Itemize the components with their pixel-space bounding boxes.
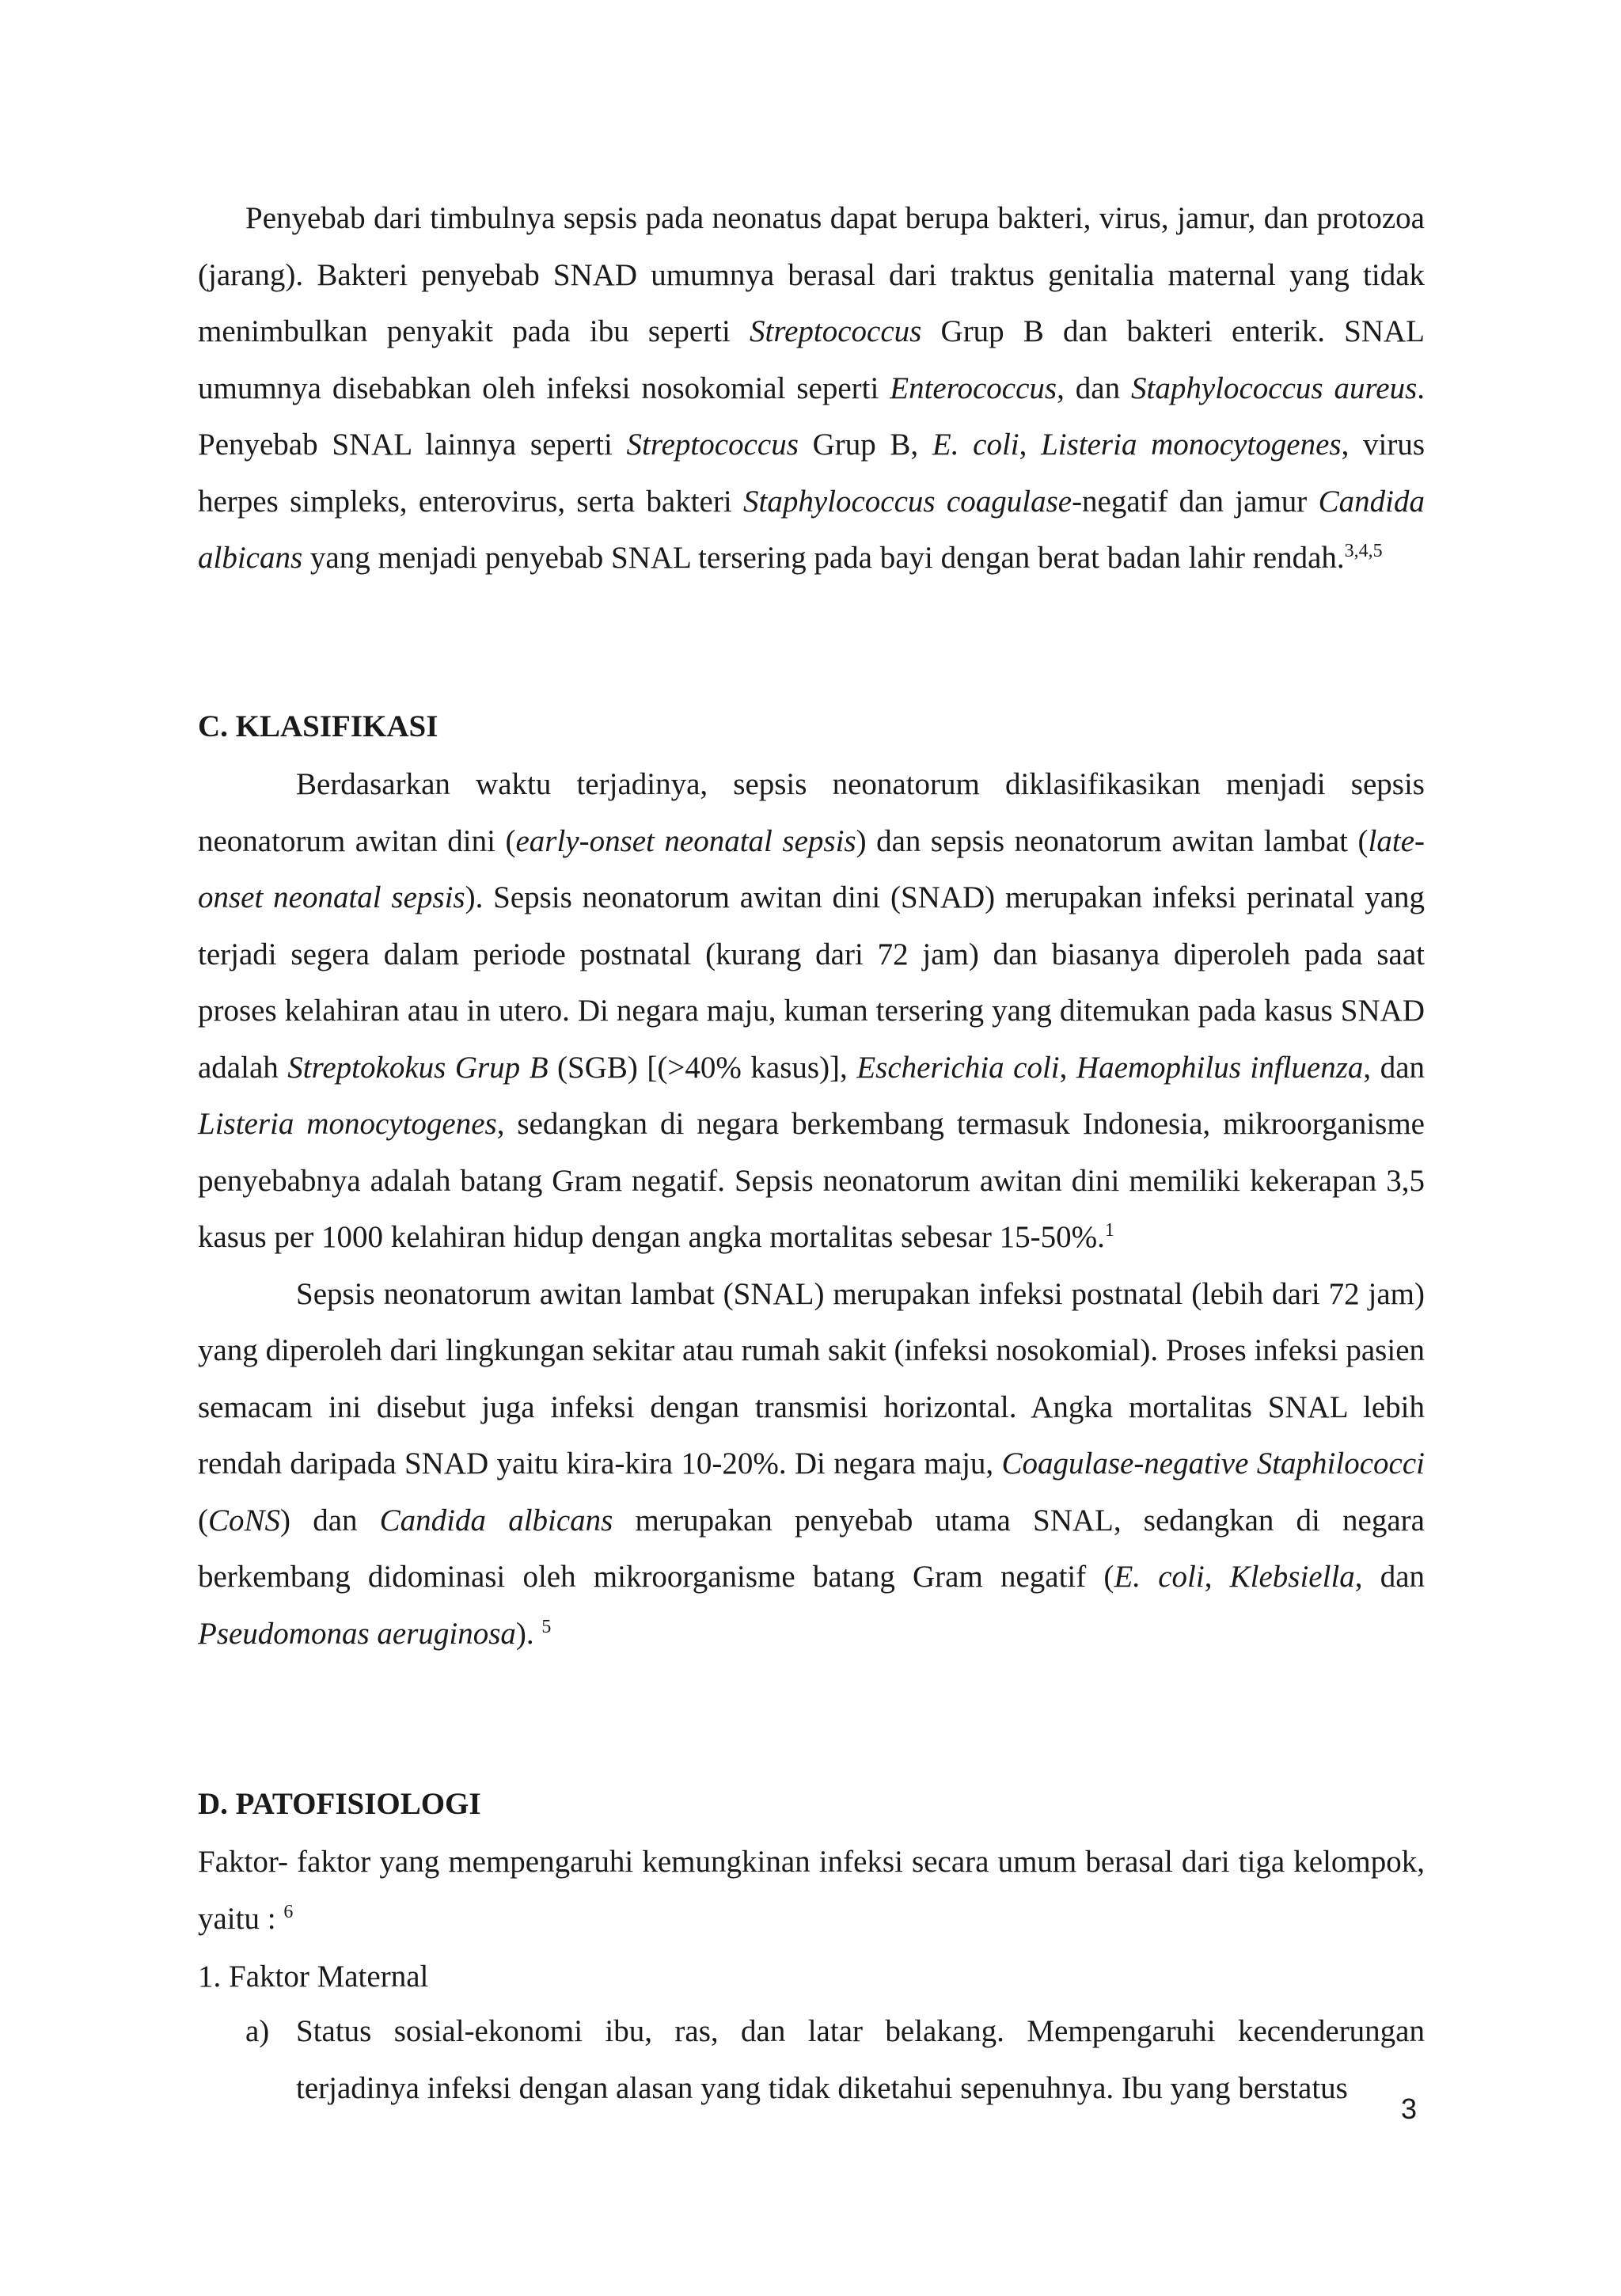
text-run: , [1019, 428, 1042, 462]
section-klasifikasi-body [198, 756, 1425, 1662]
text-run: Grup B dan bakteri enterik. SNAL umumnya disebabkan oleh infeksi nosokomial seperti [198, 314, 1425, 405]
section-heading-klasifikasi: C. KLASIFIKASI [198, 709, 438, 743]
text-run: , virus herpes simpleks, enterovirus, serta bakteri [198, 428, 1425, 519]
italic-term: early-onset neonatal sepsis [515, 823, 856, 858]
text-run: Penyebab dari timbulnya sepsis pada neonatus dapat berupa bakteri, virus, jamur, dan protozoa (jarang). Bakteri penyebab SNAD umumnya berasal dari traktus genitalia maternal yang tidak menimbulkan penyakit pada ibu seperti [198, 201, 1425, 348]
text-run: ) dan [280, 1503, 380, 1538]
sub-item-text: Status sosial-ekonomi ibu, ras, dan latar belakang. Mempengaruhi kecenderungan terjadinya infeksi dengan alasan yang tidak diketahui sepenuhnya. Ibu yang berstatus [296, 2014, 1425, 2105]
text-run: , dan [1363, 1050, 1425, 1085]
citation-superscript: 6 [283, 1901, 294, 1922]
italic-term: Escherichia coli [856, 1050, 1060, 1085]
text-run: Sepsis neonatorum awitan lambat (SNAL) merupakan infeksi postnatal (lebih dari 72 jam) yang diperoleh dari lingkungan sekitar atau rumah sakit (infeksi nosokomial). Proses infeksi pasien semacam ini disebut juga infeksi dengan transmisi horizontal. Angka mortalitas SNAL lebih rendah daripada SNAD yaitu kira-kira 10-20%. Di negara maju, [198, 1276, 1425, 1481]
text-run: ) dan sepsis neonatorum awitan lambat ( [856, 823, 1369, 858]
page-number: 3 [1401, 2093, 1418, 2125]
italic-term: Enterococcus [890, 371, 1057, 405]
citation-superscript: 5 [541, 1616, 552, 1637]
text-run: Faktor- faktor yang mempengaruhi kemungkinan infeksi secara umum berasal dari tiga kelompok, yaitu : [198, 1845, 1425, 1936]
sub-list-item-a [245, 2003, 1425, 2116]
text-run: , sedangkan di negara berkembang termasuk Indonesia, mikroorganisme penyebabnya adalah batang Gram negatif. Sepsis neonatorum awitan dini memiliki kekerapan 3,5 kasus per 1000 kelahiran hidup dengan angka mortalitas sebesar 15-50%. [198, 1107, 1425, 1254]
section-heading-patofisiologi: D. PATOFISIOLOGI [198, 1787, 481, 1821]
italic-term: Staphylococcus aureus [1131, 371, 1418, 405]
italic-term: CoNS [208, 1503, 281, 1538]
text-run: -negatif dan jamur [1072, 484, 1319, 519]
text-run: ). Sepsis neonatorum awitan dini (SNAD) merupakan infeksi perinatal yang terjadi segera dalam periode postnatal (kurang dari 72 jam) dan biasanya diperoleh pada saat proses kelahiran atau in utero. Di negara maju, kuman tersering yang ditemukan pada kasus SNAD adalah [198, 880, 1425, 1085]
italic-term: Listeria monocytogenes [1041, 428, 1342, 462]
italic-term: Streptococcus [626, 428, 799, 462]
paragraph-penyebab-block [198, 190, 1425, 587]
text-run: , [1059, 1050, 1076, 1085]
text-run: , [1204, 1560, 1230, 1594]
paragraph-klasifikasi-1 [198, 756, 1425, 1266]
italic-term: Pseudomonas aeruginosa [198, 1616, 516, 1651]
italic-term: Candida albicans [198, 484, 1425, 575]
text-run: Grup B, [798, 428, 932, 462]
italic-term: Streptococcus [750, 314, 922, 348]
citation-superscript: 1 [1104, 1220, 1114, 1241]
text-run: yang menjadi penyebab SNAL tersering pada bayi dengan berat badan lahir rendah. [302, 541, 1345, 575]
paragraph-penyebab [198, 190, 1425, 587]
text-run: ( [198, 1503, 208, 1538]
text-run: , dan [1354, 1560, 1425, 1594]
italic-term: Klebsiella [1229, 1560, 1355, 1594]
section-patofisiologi-body [198, 1834, 1425, 1947]
italic-term: E. coli [1114, 1560, 1205, 1594]
italic-term: Streptokokus Grup B [287, 1050, 549, 1085]
text-run: merupakan penyebab utama SNAL, sedangkan di negara berkembang didominasi oleh mikroorganisme batang Gram negatif ( [198, 1503, 1425, 1594]
text-run: , dan [1057, 371, 1132, 405]
paragraph-patofisiologi-intro [198, 1834, 1425, 1947]
italic-term: Haemophilus influenza [1076, 1050, 1364, 1085]
italic-term: Coagulase-negative Staphilococci [1001, 1446, 1425, 1481]
paragraph-klasifikasi-2 [198, 1266, 1425, 1663]
list-item-faktor-maternal: 1. Faktor Maternal [198, 1960, 429, 1994]
text-run: ). [515, 1616, 542, 1651]
italic-term: late-onset neonatal sepsis [198, 823, 1425, 914]
italic-term: Candida albicans [379, 1503, 613, 1538]
italic-term: Listeria monocytogenes [198, 1107, 497, 1141]
italic-term: E. coli [932, 428, 1019, 462]
italic-term: Staphylococcus coagulase [743, 484, 1072, 519]
text-run: Berdasarkan waktu terjadinya, sepsis neonatorum diklasifikasikan menjadi sepsis neonatorum awitan dini ( [198, 767, 1425, 858]
text-run: . Penyebab SNAL lainnya seperti [198, 371, 1425, 462]
list-label: a) [245, 2014, 270, 2048]
text-run: (SGB) [(>40% kasus)], [548, 1050, 857, 1085]
citation-superscript: 3,4,5 [1344, 541, 1383, 561]
